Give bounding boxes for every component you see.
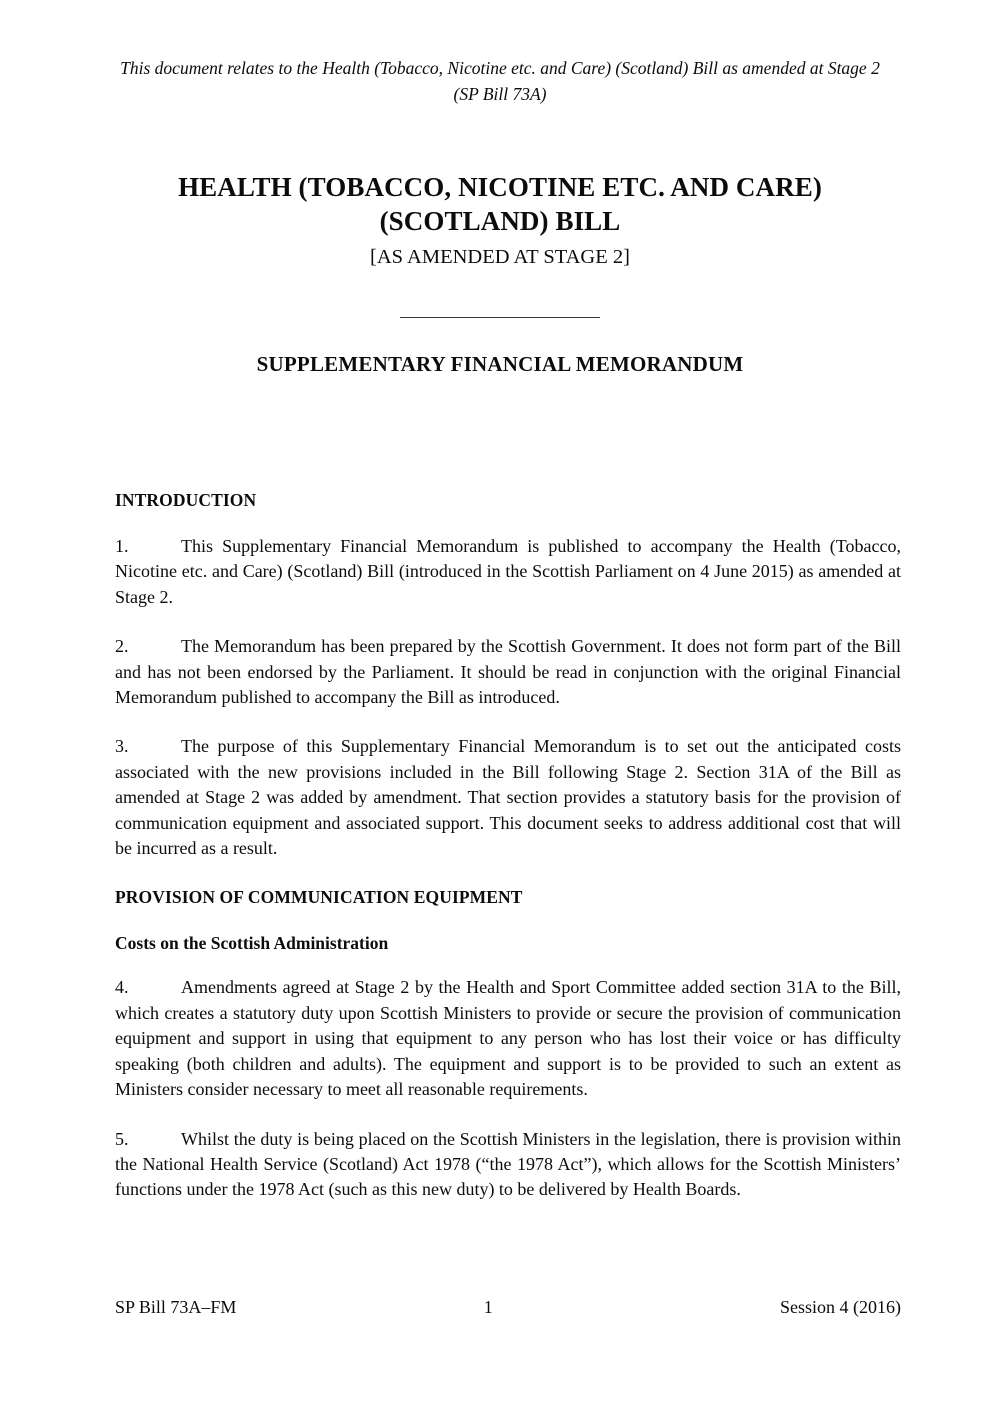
paragraph-2: [115, 634, 901, 710]
paragraph-number: 2.: [115, 636, 129, 657]
paragraph-3: [115, 734, 901, 861]
horizontal-rule: [400, 317, 600, 318]
heading-introduction: INTRODUCTION: [115, 490, 257, 510]
paragraph-number: 5.: [115, 1128, 129, 1149]
document-body: [115, 488, 901, 1203]
paragraph-1: [115, 534, 901, 610]
footer-bill-reference: SP Bill 73A–FM: [115, 1297, 237, 1317]
page-footer: [115, 1295, 901, 1319]
paragraph-number: 4.: [115, 977, 129, 998]
page-title: HEALTH (TOBACCO, NICOTINE ETC. AND CARE) (SCOTLAND) BILL: [178, 172, 822, 236]
paragraph-number: 3.: [115, 736, 129, 757]
running-header: This document relates to the Health (Tobacco, Nicotine etc. and Care) (Scotland) Bill as amended at Stage 2 (SP Bill 73A): [120, 58, 880, 104]
heading-provision-of-communication-equipment: PROVISION OF COMMUNICATION EQUIPMENT: [115, 887, 523, 908]
paragraph-text: Amendments agreed at Stage 2 by the Health and Sport Committee added section 31A to the Bill, which creates a statutory duty upon Scottish Ministers to provide or secure the provision of communication equipment and support in using that equipment to any person who has lost their voice or has difficulty speaking (both children and adults). The equipment and support is to be provided to such an extent as Ministers consider necessary to meet all reasonable requirements.: [115, 977, 901, 1100]
subheading-costs-on-the-scottish-administration: Costs on the Scottish Administration: [115, 933, 389, 954]
paragraph-text: The Memorandum has been prepared by the Scottish Government. It does not form part of the Bill and has not been endorsed by the Parliament. It should be read in conjunction with the original Financial Memorandum published to accompany the Bill as introduced.: [115, 636, 901, 708]
document-subtitle: SUPPLEMENTARY FINANCIAL MEMORANDUM: [256, 352, 744, 376]
paragraph-5: [115, 1127, 901, 1203]
title-block: [115, 170, 885, 272]
footer-session: Session 4 (2016): [780, 1297, 901, 1317]
stage-line: [AS AMENDED AT STAGE 2]: [370, 246, 630, 268]
paragraph-number: 1.: [115, 536, 129, 556]
divider: [115, 308, 885, 326]
footer-page-number: 1: [483, 1297, 493, 1317]
paragraph-text: Whilst the duty is being placed on the Scottish Ministers in the legislation, there is provision within the National Health Service (Scotland) Act 1978 (“the 1978 Act”), which allows for the Scottish Ministers’ functions under the 1978 Act (such as this new duty) to be delivered by Health Boards.: [115, 1128, 901, 1200]
paragraph-text: The purpose of this Supplementary Financial Memorandum is to set out the anticipated costs associated with the new provisions included in the Bill following Stage 2. Section 31A of the Bill as amended at Stage 2 was added by amendment. That section provides a statutory basis for the provision of communication equipment and associated support. This document seeks to address additional cost that will be incurred as a result.: [115, 736, 901, 859]
paragraph-4: [115, 975, 901, 1102]
paragraph-text: This Supplementary Financial Memorandum is published to accompany the Health (Tobacco, Nicotine etc. and Care) (Scotland) Bill (introduced in the Scottish Parliament on 4 June 2015) as amended at Stage 2.: [115, 536, 901, 607]
